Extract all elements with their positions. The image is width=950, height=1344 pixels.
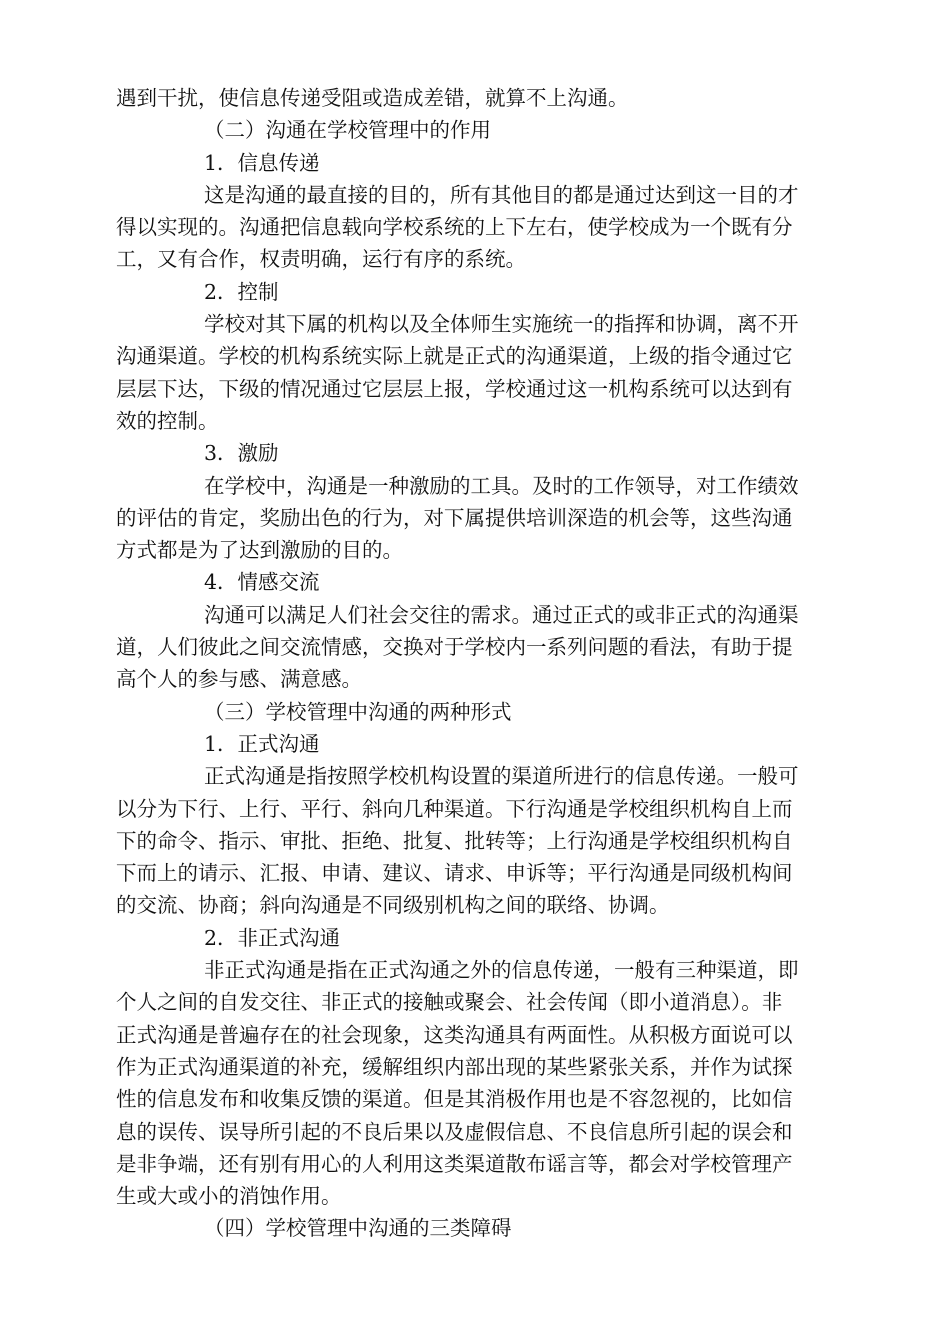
text-line: 层层下达，下级的情况通过它层层上报，学校通过这一机构系统可以达到有: [116, 376, 793, 401]
text-line: 正式沟通是指按照学校机构设置的渠道所进行的信息传递。一般可: [204, 764, 799, 789]
text-line: 方式都是为了达到激励的目的。: [116, 538, 403, 563]
text-line: 个人之间的自发交往、非正式的接触或聚会、社会传闻（即小道消息）。非: [116, 990, 783, 1015]
section-heading: （三）学校管理中沟通的两种形式: [204, 699, 512, 724]
text-line: 道，人们彼此之间交流情感，交换对于学校内一系列问题的看法，有助于提: [116, 635, 793, 660]
text-line: 沟通渠道。学校的机构系统实际上就是正式的沟通渠道，上级的指令通过它: [116, 344, 793, 369]
text-line: 性的信息发布和收集反馈的渠道。但是其消极作用也是不容忽视的，比如信: [116, 1087, 793, 1112]
subsection-heading: 4．情感交流: [204, 570, 320, 595]
text-line: 在学校中，沟通是一种激励的工具。及时的工作领导，对工作绩效: [204, 473, 799, 498]
text-line: 作为正式沟通渠道的补充，缓解组织内部出现的某些紧张关系，并作为试探: [116, 1054, 793, 1079]
subsection-heading: 3．激励: [204, 441, 279, 466]
text-line: 遇到干扰，使信息传递受阻或造成差错，就算不上沟通。: [116, 86, 629, 110]
text-line: 正式沟通是普遍存在的社会现象，这类沟通具有两面性。从积极方面说可以: [116, 1022, 793, 1047]
text-line: 以分为下行、上行、平行、斜向几种渠道。下行沟通是学校组织机构自上而: [116, 796, 793, 821]
text-line: 下的命令、指示、审批、拒绝、批复、批转等；上行沟通是学校组织机构自: [116, 828, 793, 853]
text-line: 工，又有合作，权责明确，运行有序的系统。: [116, 247, 526, 272]
text-line: 的交流、协商；斜向沟通是不同级别机构之间的联络、协调。: [116, 893, 670, 918]
subsection-heading: 1．信息传递: [204, 150, 320, 175]
text-line: 沟通可以满足人们社会交往的需求。通过正式的或非正式的沟通渠: [204, 602, 799, 627]
text-line: 得以实现的。沟通把信息载向学校系统的上下左右，使学校成为一个既有分: [116, 215, 793, 240]
text-line: 这是沟通的最直接的目的，所有其他目的都是通过达到这一目的才: [204, 182, 799, 207]
text-line: 非正式沟通是指在正式沟通之外的信息传递，一般有三种渠道，即: [204, 958, 799, 983]
text-line: 是非争端，还有别有用心的人利用这类渠道散布谣言等，都会对学校管理产: [116, 1151, 793, 1176]
section-heading: （二）沟通在学校管理中的作用: [204, 118, 491, 143]
text-line: 息的误传、误导所引起的不良后果以及虚假信息、不良信息所引起的误会和: [116, 1119, 793, 1144]
text-line: 的评估的肯定，奖励出色的行为，对下属提供培训深造的机会等，这些沟通: [116, 505, 793, 530]
section-heading: （四）学校管理中沟通的三类障碍: [204, 1216, 512, 1241]
subsection-heading: 2．控制: [204, 279, 279, 304]
text-line: 下而上的请示、汇报、申请、建议、请求、申诉等；平行沟通是同级机构间: [116, 861, 793, 886]
text-line: 学校对其下属的机构以及全体师生实施统一的指挥和协调，离不开: [204, 312, 799, 337]
text-line: 效的控制。: [116, 408, 219, 433]
subsection-heading: 1．正式沟通: [204, 731, 320, 756]
document-body: [116, 82, 852, 1245]
subsection-heading: 2．非正式沟通: [204, 925, 341, 950]
text-line: 高个人的参与感、满意感。: [116, 667, 362, 692]
text-line: 生或大或小的消蚀作用。: [116, 1184, 342, 1209]
